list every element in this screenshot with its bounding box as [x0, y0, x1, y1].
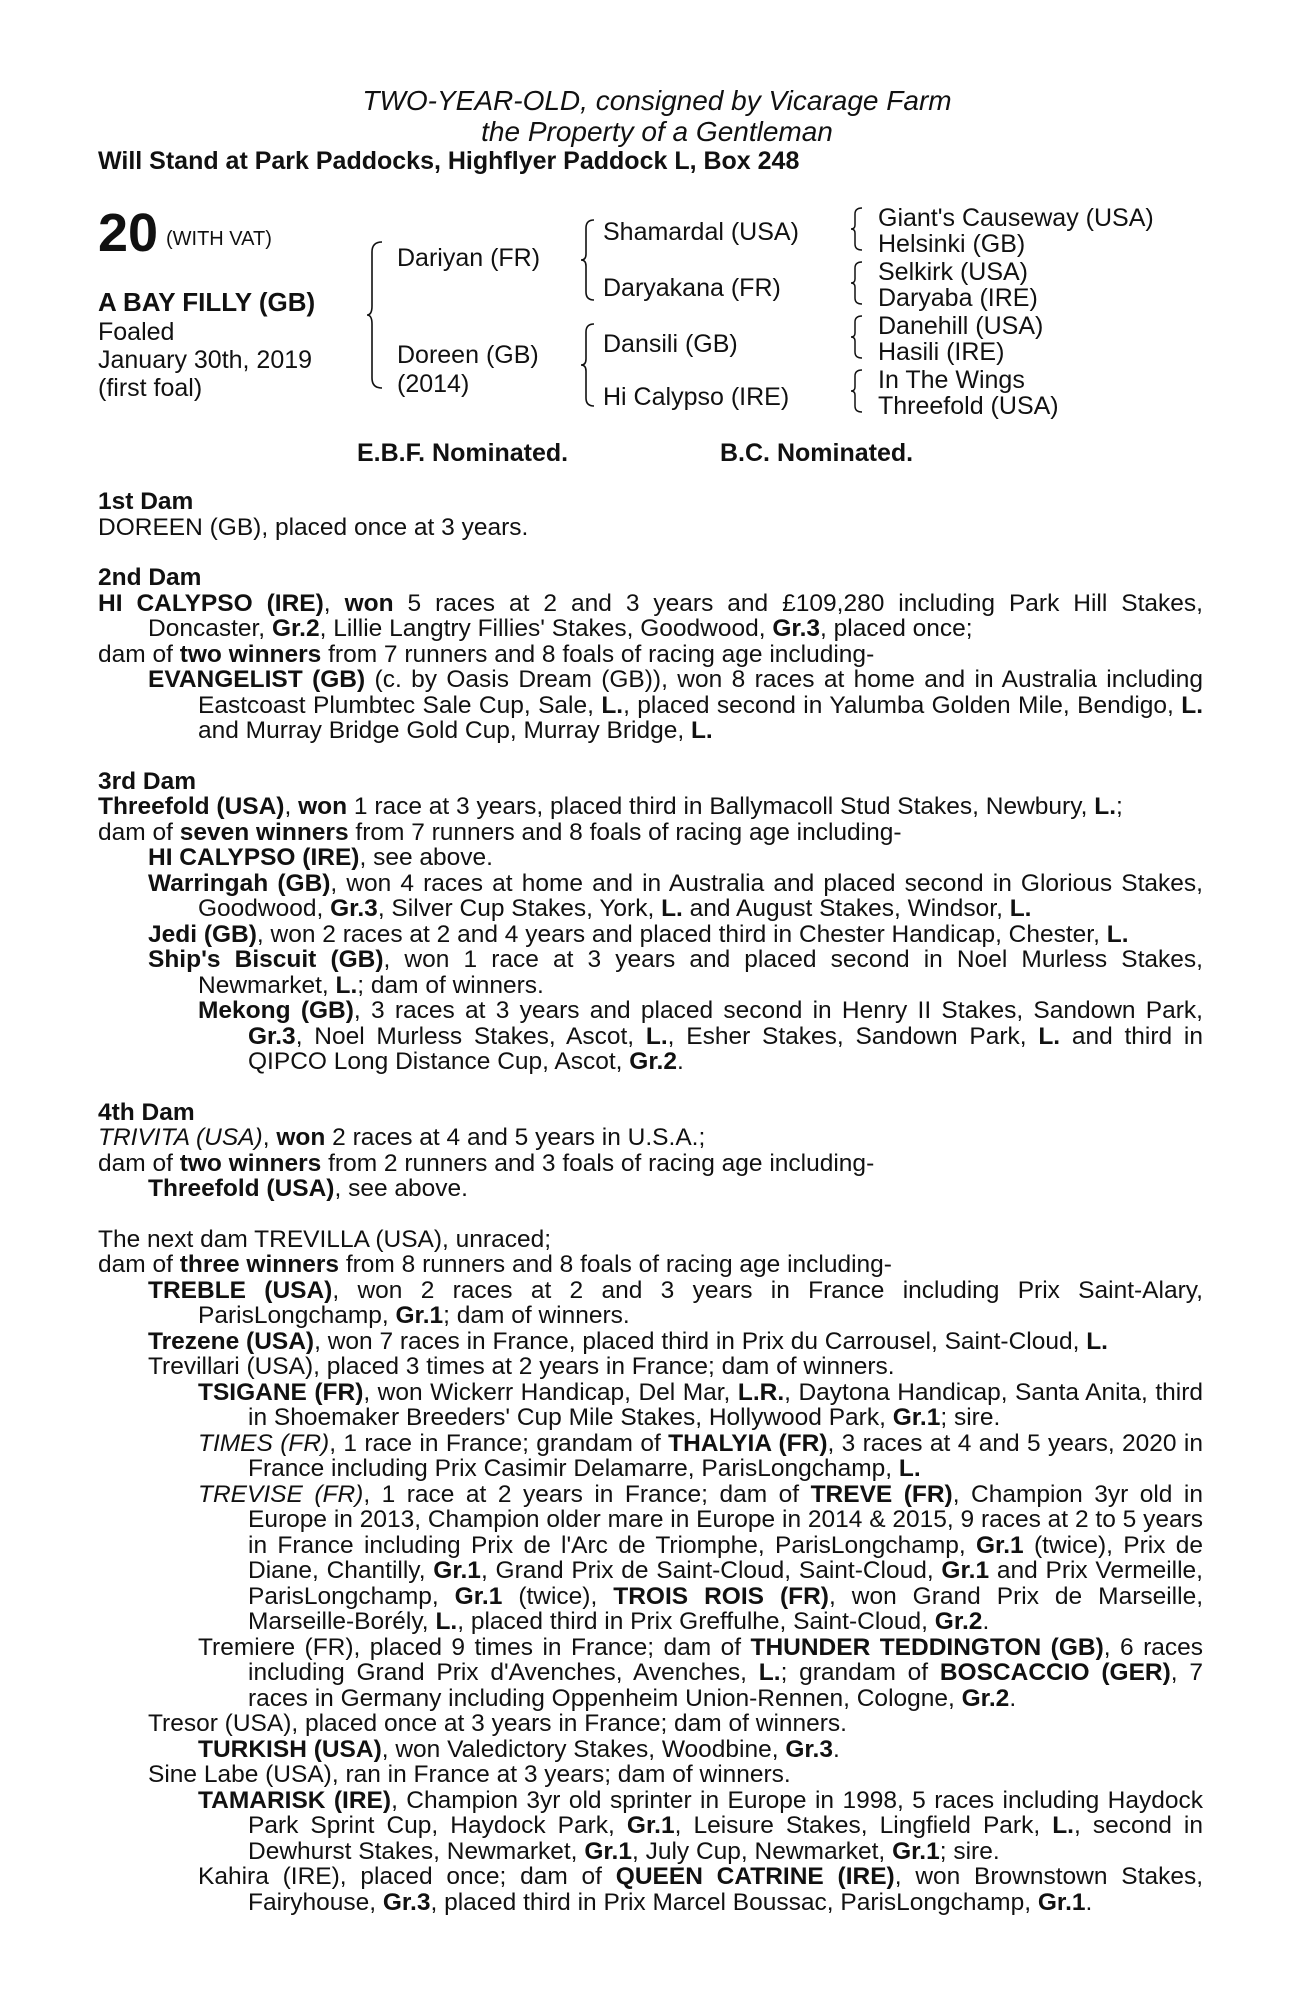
property-line: the Property of a Gentleman — [481, 116, 833, 147]
dam-sire: Dansili (GB) — [603, 330, 738, 358]
dam-year: (2014) — [397, 370, 470, 398]
produce-entry: Mekong (GB), 3 races at 3 years and placed second in Henry II Stakes, Sandown Park, Gr.3, Noel Murless Stakes, Ascot, L., Esher Stakes, Sandown Park, L. and third in QIPCO Long Distance Cup, Ascot, Gr.2. — [198, 997, 1203, 1075]
grandparent: Selkirk (USA) — [878, 258, 1029, 286]
sire-dam: Daryakana (FR) — [603, 274, 781, 302]
produce-entry: Tresor (USA), placed once at 3 years in France; dam of winners. — [148, 1710, 847, 1737]
dam-entry: HI CALYPSO (IRE), won 5 races at 2 and 3 years and £109,280 including Park Hill Stakes, Doncaster, Gr.2, Lillie Langtry Fillies' Stakes, Goodwood, Gr.3, placed once; — [98, 589, 1203, 642]
section-heading: 2nd Dam — [98, 564, 202, 591]
curly-brace-icon — [580, 322, 596, 408]
produce-entry: TIMES (FR), 1 race in France; grandam of THALYIA (FR), 3 races at 4 and 5 years, 2020 in France including Prix Casimir Delamarre, ParisLongchamp, L. — [198, 1429, 1203, 1482]
sire-sire: Shamardal (USA) — [603, 218, 799, 246]
foaled-date: January 30th, 2019 — [98, 346, 313, 374]
foaled-label: Foaled — [98, 318, 175, 346]
sire: Dariyan (FR) — [397, 244, 541, 272]
ebf-nomination: E.B.F. Nominated. — [357, 439, 569, 467]
curly-brace-icon — [366, 240, 384, 390]
produce-entry: Jedi (GB), won 2 races at 2 and 4 years and placed third in Chester Handicap, Chester, L. — [148, 920, 1129, 948]
produce-line: dam of two winners from 7 runners and 8 foals of racing age including- — [98, 640, 875, 668]
produce-entry: Ship's Biscuit (GB), won 1 race at 3 years and placed second in Noel Murless Stakes, Newmarket, L.; dam of winners. — [148, 946, 1203, 999]
produce-entry: TSIGANE (FR), won Wickerr Handicap, Del Mar, L.R., Daytona Handicap, Santa Anita, third in Shoemaker Breeders' Cup Mile Stakes, Hollywood Park, Gr.1; sire. — [198, 1378, 1203, 1431]
produce-entry: EVANGELIST (GB) (c. by Oasis Dream (GB)), won 8 races at home and in Australia including Eastcoast Plumbtec Sale Cup, Sale, L., placed second in Yalumba Golden Mile, Bendigo, L. and Murray Bridge Gold Cup, Murray Bridge, L. — [148, 666, 1204, 744]
stand-line: Will Stand at Park Paddocks, Highflyer Paddock L, Box 248 — [98, 147, 800, 175]
produce-entry: TAMARISK (IRE), Champion 3yr old sprinter in Europe in 1998, 5 races including Haydock Park Sprint Cup, Haydock Park, Gr.1, Leisure Stakes, Lingfield Park, L., second in Dewhurst Stakes, Newmarket, Gr.1, July Cup, Newmarket, Gr.1; sire. — [198, 1786, 1203, 1865]
produce-entry: Threefold (USA), see above. — [148, 1175, 468, 1202]
produce-line: dam of seven winners from 7 runners and 8 foals of racing age including- — [98, 818, 902, 846]
section-heading: 1st Dam — [98, 488, 194, 515]
consignor-line: TWO-YEAR-OLD, consigned by Vicarage Farm — [362, 85, 952, 116]
dam: Doreen (GB) — [397, 341, 539, 369]
produce-entry: TURKISH (USA), won Valedictory Stakes, Woodbine, Gr.3. — [198, 1735, 840, 1763]
curly-brace-icon — [580, 218, 596, 302]
grandparent: Threefold (USA) — [878, 392, 1059, 420]
grandparent: In The Wings — [878, 366, 1025, 394]
grandparent: Helsinki (GB) — [878, 230, 1026, 258]
grandparent: Daryaba (IRE) — [878, 284, 1038, 312]
produce-entry: Trevillari (USA), placed 3 times at 2 years in France; dam of winners. — [148, 1353, 895, 1380]
produce-entry: HI CALYPSO (IRE), see above. — [148, 844, 493, 871]
dam-entry: DOREEN (GB), placed once at 3 years. — [98, 513, 529, 541]
vat-note: (WITH VAT) — [166, 228, 272, 250]
produce-entry: Kahira (IRE), placed once; dam of QUEEN CATRINE (IRE), won Brownstown Stakes, Fairyhouse, Gr.3, placed third in Prix Marcel Boussac, ParisLongchamp, Gr.1. — [198, 1863, 1204, 1916]
produce-entry: TREBLE (USA), won 2 races at 2 and 3 years in France including Prix Saint-Alary, ParisLongchamp, Gr.1; dam of winners. — [148, 1276, 1203, 1329]
grandparent: Danehill (USA) — [878, 312, 1044, 340]
section-heading: 4th Dam — [98, 1098, 195, 1126]
next-dam-entry: The next dam TREVILLA (USA), unraced; — [98, 1225, 552, 1253]
catalogue-body — [98, 489, 1203, 1915]
dam-entry: TRIVITA (USA), won 2 races at 4 and 5 years in U.S.A.; — [98, 1124, 706, 1151]
grandparent: Giant's Causeway (USA) — [878, 204, 1154, 232]
produce-entry: TREVISE (FR), 1 race at 2 years in France; dam of TREVE (FR), Champion 3yr old in Europe in 2013, Champion older mare in Europe in 2014 & 2015, 9 races at 2 to 5 years in France including Prix de l'Arc de Triomphe, ParisLongchamp, Gr.1 (twice), Prix de Diane, Chantilly, Gr.1, Grand Prix de Saint-Cloud, Saint-Cloud, Gr.1 and Prix Vermeille, ParisLongchamp, Gr.1 (twice), TROIS ROIS (FR), won Grand Prix de Marseille, Marseille-Borély, L., placed third in Prix Greffulhe, Saint-Cloud, Gr.2. — [198, 1480, 1203, 1635]
grandparent: Hasili (IRE) — [878, 338, 1005, 366]
curly-brace-icon — [850, 260, 864, 306]
curly-brace-icon — [850, 368, 864, 414]
produce-entry: Tremiere (FR), placed 9 times in France; dam of THUNDER TEDDINGTON (GB), 6 races including Grand Prix d'Avenches, Avenches, L.; grandam of BOSCACCIO (GER), 7 races in Germany including Oppenheim Union-Rennen, Cologne, Gr.2. — [198, 1633, 1203, 1712]
produce-line: dam of two winners from 2 runners and 3 foals of racing age including- — [98, 1149, 875, 1177]
produce-entry: Trezene (USA), won 7 races in France, placed third in Prix du Carrousel, Saint-Cloud, L. — [148, 1327, 1108, 1355]
curly-brace-icon — [850, 206, 864, 252]
lot-name: A BAY FILLY (GB) — [98, 287, 316, 317]
dam-dam: Hi Calypso (IRE) — [603, 383, 790, 411]
produce-entry: Sine Labe (USA), ran in France at 3 years; dam of winners. — [148, 1761, 791, 1788]
produce-entry: Warringah (GB), won 4 races at home and in Australia and placed second in Glorious Stakes, Goodwood, Gr.3, Silver Cup Stakes, York, L. and August Stakes, Windsor, L. — [148, 869, 1203, 922]
section-heading: 3rd Dam — [98, 767, 197, 795]
lot-number: 20 — [98, 203, 159, 263]
foal-note: (first foal) — [98, 374, 203, 402]
produce-line: dam of three winners from 8 runners and 8 foals of racing age including- — [98, 1251, 892, 1278]
dam-entry: Threefold (USA), won 1 race at 3 years, placed third in Ballymacoll Stud Stakes, Newbury, L.; — [98, 793, 1123, 820]
curly-brace-icon — [850, 314, 864, 360]
bc-nomination: B.C. Nominated. — [720, 439, 914, 467]
